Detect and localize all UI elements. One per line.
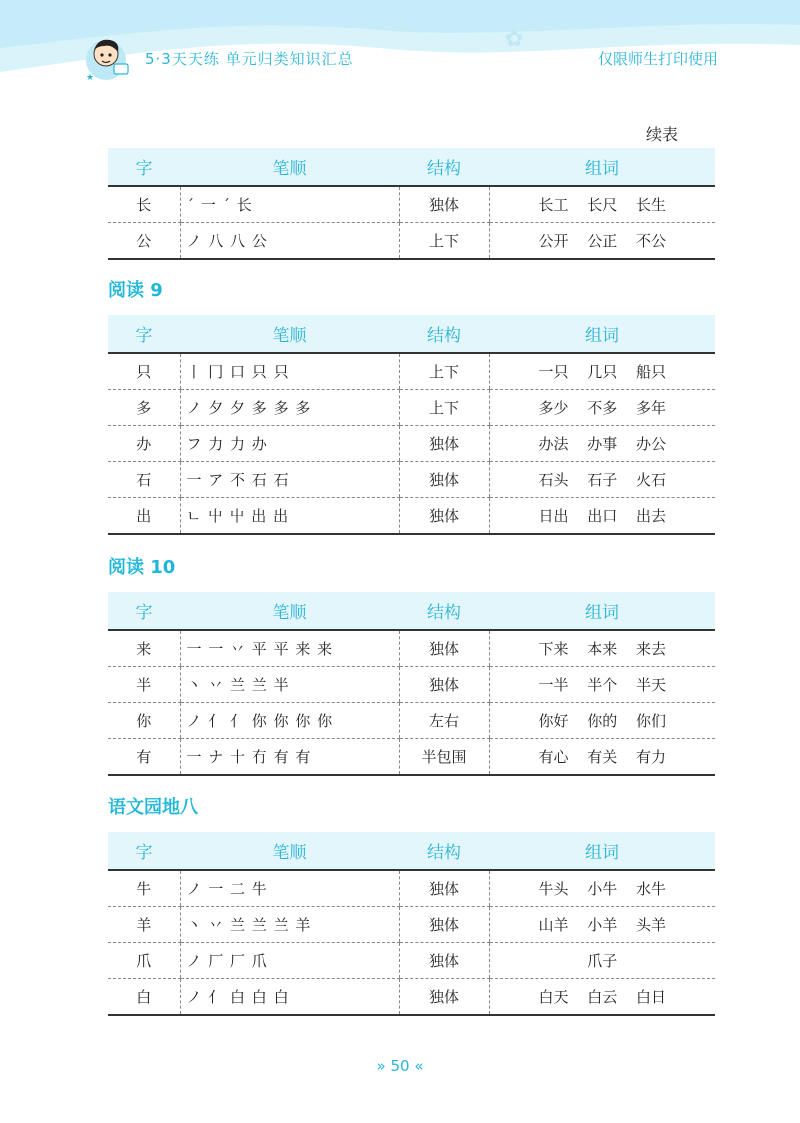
svg-text:★: ★ (86, 73, 95, 83)
character-cell: 羊 (108, 907, 180, 943)
column-header: 笔顺 (180, 148, 399, 186)
character-cell: 爪 (108, 943, 180, 979)
column-header: 字 (108, 148, 180, 186)
structure-cell: 上下 (399, 390, 489, 426)
character-cell: 你 (108, 703, 180, 739)
table-row (108, 353, 715, 390)
character-cell: 来 (108, 630, 180, 667)
words-cell: 日出 出口 出去 (489, 498, 715, 535)
structure-cell: 独体 (399, 870, 489, 907)
stroke-order-cell: ノ 厂 厂 爪 (180, 943, 399, 979)
table-row (108, 739, 715, 776)
stroke-order-cell: 一 ア 不 石 石 (180, 462, 399, 498)
table-row (108, 907, 715, 943)
structure-cell: 独体 (399, 667, 489, 703)
table-row (108, 390, 715, 426)
character-cell: 长 (108, 186, 180, 223)
stroke-order-cell: 丶 丷 兰 兰 半 (180, 667, 399, 703)
character-cell: 办 (108, 426, 180, 462)
column-header: 结构 (399, 315, 489, 353)
stroke-order-cell: ノ 亻 亻 你 你 你 你 (180, 703, 399, 739)
column-header: 组词 (489, 592, 715, 630)
table-row (108, 462, 715, 498)
column-header: 字 (108, 592, 180, 630)
table-header-row (108, 315, 715, 353)
character-cell: 公 (108, 223, 180, 260)
stroke-order-cell: ノ 夕 夕 多 多 多 (180, 390, 399, 426)
svg-text:✿: ✿ (505, 27, 524, 52)
stroke-order-cell: 丨 冂 口 只 只 (180, 353, 399, 390)
words-cell: 公开 公正 不公 (489, 223, 715, 260)
vocab-table-reading-9 (108, 315, 715, 535)
stroke-order-cell: ノ 亻 白 白 白 (180, 979, 399, 1016)
stroke-order-cell: フ 力 力 办 (180, 426, 399, 462)
page-number-value: 50 (390, 1057, 410, 1075)
table-row (108, 943, 715, 979)
stroke-order-cell: 一 ナ 十 冇 有 有 (180, 739, 399, 776)
stroke-order-cell: ˊ 一 ˊ 长 (180, 186, 399, 223)
column-header: 结构 (399, 148, 489, 186)
section-title: 阅读 10 (108, 557, 176, 578)
words-cell: 多少 不多 多年 (489, 390, 715, 426)
stroke-order-cell: ㄴ 屮 屮 出 出 (180, 498, 399, 535)
column-header: 笔顺 (180, 315, 399, 353)
structure-cell: 上下 (399, 223, 489, 260)
character-cell: 白 (108, 979, 180, 1016)
continued-table-label: 续表 (646, 125, 679, 144)
structure-cell: 独体 (399, 462, 489, 498)
stroke-order-cell: 一 一 丷 平 平 来 来 (180, 630, 399, 667)
character-cell: 出 (108, 498, 180, 535)
words-cell: 你好 你的 你们 (489, 703, 715, 739)
words-cell: 一只 几只 船只 (489, 353, 715, 390)
words-cell: 有心 有关 有力 (489, 739, 715, 776)
column-header: 笔顺 (180, 832, 399, 870)
words-cell: 山羊 小羊 头羊 (489, 907, 715, 943)
right-arrow-icon: « (414, 1057, 424, 1075)
column-header: 结构 (399, 592, 489, 630)
words-cell: 牛头 小牛 水牛 (489, 870, 715, 907)
section-title: 阅读 9 (108, 280, 163, 301)
words-cell: 白天 白云 白日 (489, 979, 715, 1016)
vocab-table-continued (108, 148, 715, 260)
column-header: 字 (108, 315, 180, 353)
column-header: 字 (108, 832, 180, 870)
character-cell: 多 (108, 390, 180, 426)
table-header-row (108, 832, 715, 870)
structure-cell: 独体 (399, 979, 489, 1016)
table-row (108, 498, 715, 535)
structure-cell: 独体 (399, 907, 489, 943)
column-header: 组词 (489, 148, 715, 186)
character-cell: 只 (108, 353, 180, 390)
table-header-row (108, 148, 715, 186)
words-cell: 一半 半个 半天 (489, 667, 715, 703)
section-title: 语文园地八 (108, 797, 198, 818)
column-header: 组词 (489, 832, 715, 870)
vocab-table-reading-10 (108, 592, 715, 776)
column-header: 结构 (399, 832, 489, 870)
stroke-order-cell: 丶 丷 兰 兰 兰 羊 (180, 907, 399, 943)
words-cell: 办法 办事 办公 (489, 426, 715, 462)
character-cell: 有 (108, 739, 180, 776)
structure-cell: 独体 (399, 498, 489, 535)
structure-cell: 上下 (399, 353, 489, 390)
table-row (108, 186, 715, 223)
page-number (0, 1057, 800, 1075)
character-cell: 石 (108, 462, 180, 498)
table-row (108, 667, 715, 703)
vocab-table-chinese-garden-8 (108, 832, 715, 1016)
structure-cell: 独体 (399, 630, 489, 667)
structure-cell: 左右 (399, 703, 489, 739)
character-cell: 半 (108, 667, 180, 703)
table-row (108, 870, 715, 907)
left-arrow-icon: » (376, 1057, 386, 1075)
stroke-order-cell: ノ 八 八 公 (180, 223, 399, 260)
table-row (108, 703, 715, 739)
structure-cell: 独体 (399, 943, 489, 979)
series-title: 5·3天天练 单元归类知识汇总 (145, 50, 354, 68)
words-cell: 下来 本来 来去 (489, 630, 715, 667)
table-row (108, 426, 715, 462)
words-cell: 长工 长尺 长生 (489, 186, 715, 223)
stroke-order-cell: ノ 一 二 牛 (180, 870, 399, 907)
table-row (108, 979, 715, 1016)
boy-mascot-icon (84, 34, 138, 84)
column-header: 笔顺 (180, 592, 399, 630)
structure-cell: 独体 (399, 186, 489, 223)
structure-cell: 半包围 (399, 739, 489, 776)
character-cell: 牛 (108, 870, 180, 907)
print-notice: 仅限师生打印使用 (597, 50, 718, 68)
table-header-row (108, 592, 715, 630)
table-row (108, 223, 715, 260)
words-cell: 石头 石子 火石 (489, 462, 715, 498)
table-row (108, 630, 715, 667)
column-header: 组词 (489, 315, 715, 353)
words-cell: 爪子 (489, 943, 715, 979)
structure-cell: 独体 (399, 426, 489, 462)
